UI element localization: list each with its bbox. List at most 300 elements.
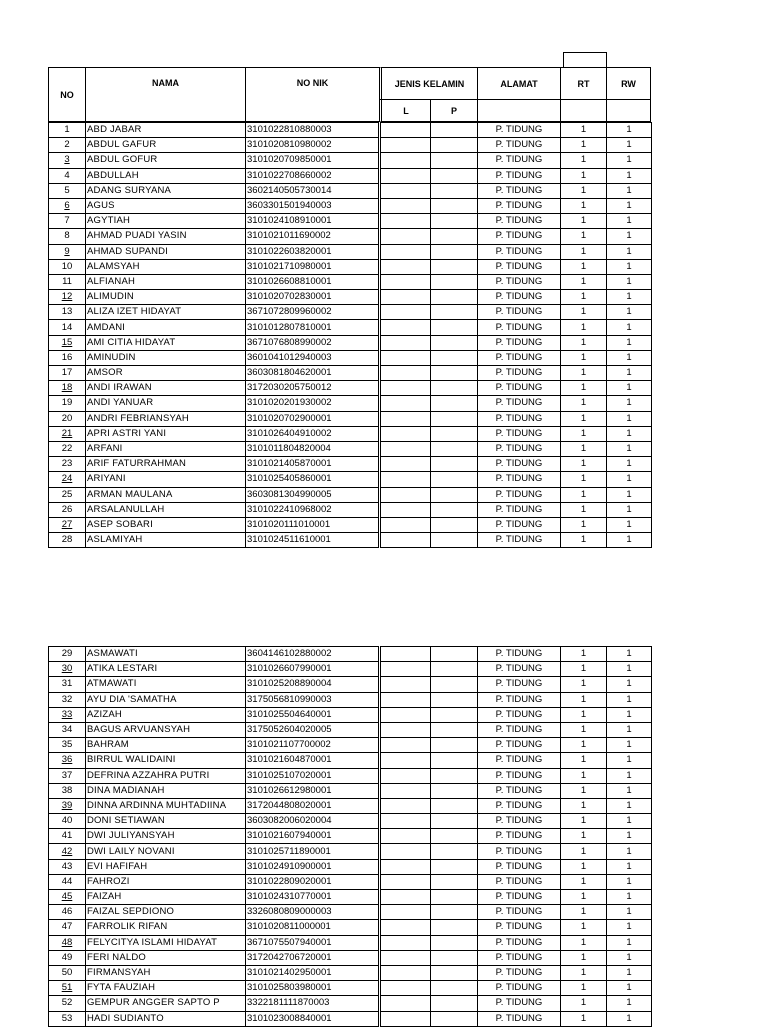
row-rw	[607, 153, 652, 168]
header-alamat: ALAMAT	[477, 67, 561, 100]
row-rt	[561, 662, 607, 677]
row-nik	[246, 396, 380, 411]
row-alamat-text: P. TIDUNG	[495, 397, 543, 409]
row-alamat-text: P. TIDUNG	[495, 412, 543, 424]
row-rt-text: 1	[580, 230, 587, 242]
row-rw-text: 1	[626, 518, 632, 530]
header-no-nik: NO NIK	[245, 67, 380, 122]
row-rt	[561, 274, 607, 289]
row-rt	[561, 935, 607, 950]
table-row	[49, 153, 652, 168]
row-nama-text: AHMAD PUADI YASIN	[87, 230, 187, 242]
row-number	[49, 426, 86, 441]
row-number-text: 2	[64, 139, 70, 151]
row-number	[49, 183, 86, 198]
row-nik-text: 3101011804820004	[247, 443, 331, 455]
row-rt-text: 1	[580, 724, 587, 736]
row-number	[49, 662, 86, 677]
row-rt	[561, 229, 607, 244]
header-rt: RT	[560, 67, 607, 100]
row-rw-text: 1	[626, 260, 632, 272]
row-alamat	[478, 859, 561, 874]
table-row	[49, 441, 652, 456]
row-rt-text: 1	[580, 306, 587, 318]
row-nik	[246, 472, 380, 487]
row-alamat-text: P. TIDUNG	[495, 275, 543, 287]
row-nama	[86, 965, 246, 980]
row-nik-text: 3322181111870003	[247, 997, 330, 1009]
row-alamat-text: P. TIDUNG	[495, 169, 543, 181]
row-number-text: 26	[61, 503, 73, 515]
row-rw	[607, 890, 652, 905]
row-nama	[86, 859, 246, 874]
row-nama	[86, 677, 246, 692]
row-p	[431, 426, 478, 441]
row-rw	[607, 768, 652, 783]
row-alamat-text: P. TIDUNG	[495, 921, 543, 933]
row-rt	[561, 677, 607, 692]
row-number	[49, 335, 86, 350]
row-l	[380, 738, 431, 753]
row-rw	[607, 472, 652, 487]
row-alamat	[478, 290, 561, 305]
row-number	[49, 168, 86, 183]
row-rt	[561, 259, 607, 274]
row-rw-text: 1	[626, 367, 632, 379]
row-alamat-text: P. TIDUNG	[495, 891, 543, 903]
row-nama-text: FAIZAH	[87, 891, 122, 903]
table-row	[49, 396, 652, 411]
row-nama	[86, 168, 246, 183]
row-number	[49, 366, 86, 381]
row-l	[380, 457, 431, 472]
row-alamat-text: P. TIDUNG	[495, 951, 543, 963]
row-l	[380, 533, 431, 548]
row-p	[431, 662, 478, 677]
row-nama-text: DEFRINA AZZAHRA PUTRI	[87, 769, 210, 781]
row-nama	[86, 472, 246, 487]
row-rt	[561, 335, 607, 350]
row-nik	[246, 692, 380, 707]
row-number-text: 10	[61, 260, 73, 272]
row-nik-text: 3101020111010001	[247, 518, 331, 530]
row-alamat	[478, 814, 561, 829]
row-number-text: 14	[61, 321, 73, 333]
table-header	[48, 67, 651, 122]
row-p	[431, 844, 478, 859]
table-row	[49, 905, 652, 920]
row-alamat-text: P. TIDUNG	[495, 503, 543, 515]
row-nama-text: ARSALANULLAH	[87, 503, 165, 515]
row-nama	[86, 350, 246, 365]
row-l	[380, 229, 431, 244]
row-alamat	[478, 950, 561, 965]
row-alamat	[478, 677, 561, 692]
row-alamat	[478, 441, 561, 456]
row-alamat-text: P. TIDUNG	[495, 534, 543, 546]
row-number-text: 17	[61, 367, 73, 379]
row-l	[380, 996, 431, 1011]
row-rt-text: 1	[580, 503, 587, 515]
row-rt	[561, 487, 607, 502]
row-rw-text: 1	[626, 412, 632, 424]
row-nik	[246, 738, 380, 753]
row-rw-text: 1	[626, 754, 632, 766]
row-number	[49, 138, 86, 153]
row-rt	[561, 138, 607, 153]
row-nik	[246, 320, 380, 335]
row-number-text: 16	[61, 351, 73, 363]
row-rt	[561, 320, 607, 335]
row-alamat	[478, 996, 561, 1011]
row-rw	[607, 753, 652, 768]
row-rt-text: 1	[580, 708, 587, 720]
row-number-text: 11	[62, 275, 72, 287]
row-alamat-text: P. TIDUNG	[495, 967, 543, 979]
row-number-text: 31	[61, 678, 73, 690]
row-p	[431, 138, 478, 153]
row-alamat-text: P. TIDUNG	[495, 139, 543, 151]
row-number	[49, 677, 86, 692]
row-number	[49, 844, 86, 859]
row-nama-text: FYTA FAUZIAH	[87, 982, 156, 994]
row-alamat-text: P. TIDUNG	[495, 215, 543, 227]
row-alamat	[478, 487, 561, 502]
row-alamat	[478, 214, 561, 229]
row-alamat	[478, 123, 561, 138]
row-rw	[607, 138, 652, 153]
row-number-text: 43	[61, 860, 73, 872]
row-alamat-text: P. TIDUNG	[495, 860, 543, 872]
row-rw	[607, 426, 652, 441]
row-nama-text: AMDANI	[87, 321, 126, 333]
row-rt-text: 1	[580, 784, 587, 796]
row-nik	[246, 290, 380, 305]
row-alamat-text: P. TIDUNG	[495, 997, 543, 1009]
row-p	[431, 874, 478, 889]
table-row	[49, 647, 652, 662]
row-rt-text: 1	[580, 769, 587, 781]
row-nama	[86, 890, 246, 905]
row-number	[49, 647, 86, 662]
row-number	[49, 290, 86, 305]
row-nama-text: ADANG SURYANA	[87, 184, 172, 196]
row-nama-text: ABDULLAH	[87, 169, 139, 181]
row-rw	[607, 677, 652, 692]
row-nama	[86, 229, 246, 244]
row-rt-text: 1	[580, 245, 587, 257]
row-rw-text: 1	[626, 184, 632, 196]
row-alamat	[478, 753, 561, 768]
row-rw	[607, 981, 652, 996]
row-rw	[607, 905, 652, 920]
row-l	[380, 874, 431, 889]
row-alamat	[478, 662, 561, 677]
row-alamat-text: P. TIDUNG	[495, 367, 543, 379]
row-nama	[86, 829, 246, 844]
row-nama	[86, 707, 246, 722]
row-alamat	[478, 320, 561, 335]
row-nama-text: ANDRI FEBRIANSYAH	[87, 412, 189, 424]
row-alamat-text: P. TIDUNG	[495, 427, 543, 439]
table-row	[49, 411, 652, 426]
row-number-text: 9	[64, 245, 70, 257]
table-row	[49, 517, 652, 532]
table-row	[49, 381, 652, 396]
row-number	[49, 965, 86, 980]
row-l	[380, 153, 431, 168]
row-number-text: 28	[61, 534, 73, 546]
row-rt-text: 1	[580, 997, 587, 1009]
row-rw-text: 1	[626, 534, 632, 546]
row-rt-text: 1	[580, 936, 587, 948]
row-number-text: 46	[61, 906, 73, 918]
row-rw	[607, 305, 652, 320]
row-rt-text: 1	[580, 754, 587, 766]
row-number-text: 21	[61, 427, 73, 439]
row-nama-text: ASLAMIYAH	[87, 534, 143, 546]
row-nama	[86, 738, 246, 753]
row-number-text: 27	[61, 518, 73, 530]
row-rt-text: 1	[580, 473, 587, 485]
row-nik-text: 3101022410968002	[247, 503, 332, 515]
row-alamat	[478, 305, 561, 320]
row-number	[49, 874, 86, 889]
header-p: P	[430, 99, 478, 122]
row-alamat	[478, 411, 561, 426]
row-alamat-text: P. TIDUNG	[495, 708, 543, 720]
row-nik	[246, 677, 380, 692]
row-nik-text: 3101022809020001	[247, 875, 332, 887]
row-rw-text: 1	[626, 982, 632, 994]
row-nama-text: AYU DIA 'SAMATHA	[87, 693, 177, 705]
row-nama	[86, 905, 246, 920]
row-rw-text: 1	[626, 124, 632, 136]
row-nama-text: EVI HAFIFAH	[87, 860, 148, 872]
row-number-text: 50	[61, 967, 73, 979]
row-nama	[86, 426, 246, 441]
row-rt-text: 1	[580, 367, 587, 379]
row-l	[380, 183, 431, 198]
row-alamat-text: P. TIDUNG	[495, 875, 543, 887]
row-alamat-text: P. TIDUNG	[495, 260, 543, 272]
row-nik-text: 3175056810990003	[247, 693, 332, 705]
table-row	[49, 844, 652, 859]
row-nama	[86, 396, 246, 411]
row-nama	[86, 457, 246, 472]
row-p	[431, 517, 478, 532]
row-l	[380, 662, 431, 677]
row-rt-text: 1	[580, 891, 587, 903]
row-p	[431, 829, 478, 844]
row-alamat-text: P. TIDUNG	[495, 306, 543, 318]
row-nik-text: 3101026607990001	[247, 663, 332, 675]
row-rw	[607, 829, 652, 844]
row-nik-text: 3101021405870001	[247, 458, 332, 470]
row-nik	[246, 996, 380, 1011]
row-nik	[246, 487, 380, 502]
row-alamat	[478, 905, 561, 920]
row-rt-text: 1	[580, 518, 587, 530]
row-p	[431, 965, 478, 980]
row-number-text: 6	[64, 200, 70, 212]
row-nama-text: ATMAWATI	[87, 678, 137, 690]
header-jenis-kelamin: JENIS KELAMIN	[379, 67, 478, 100]
row-nik	[246, 411, 380, 426]
row-rw-text: 1	[626, 875, 632, 887]
row-p	[431, 441, 478, 456]
row-rt-text: 1	[580, 336, 587, 348]
row-alamat-text: P. TIDUNG	[495, 200, 543, 212]
row-number-text: 13	[61, 306, 73, 318]
resident-table-part-1	[48, 122, 652, 548]
row-l	[380, 677, 431, 692]
row-rt-text: 1	[580, 321, 587, 333]
header-rw: RW	[606, 67, 651, 100]
row-rw	[607, 320, 652, 335]
row-rt-text: 1	[580, 1012, 587, 1024]
row-nama	[86, 722, 246, 737]
row-rw-text: 1	[626, 648, 632, 660]
row-alamat-text: P. TIDUNG	[495, 458, 543, 470]
row-nik-text: 3101020709850001	[247, 154, 332, 166]
row-rt	[561, 472, 607, 487]
row-nama-text: GEMPUR ANGGER SAPTO P	[87, 997, 220, 1009]
row-number-text: 45	[61, 891, 73, 903]
row-p	[431, 183, 478, 198]
row-alamat	[478, 722, 561, 737]
row-rt-text: 1	[580, 921, 587, 933]
row-nama	[86, 502, 246, 517]
row-nik-text: 3101025107020001	[247, 769, 332, 781]
row-nik	[246, 814, 380, 829]
row-number-text: 33	[61, 708, 73, 720]
row-l	[380, 305, 431, 320]
row-alamat	[478, 426, 561, 441]
row-alamat	[478, 647, 561, 662]
row-rw	[607, 533, 652, 548]
row-nik	[246, 647, 380, 662]
table-row	[49, 965, 652, 980]
row-nik	[246, 783, 380, 798]
row-nama	[86, 647, 246, 662]
row-nik	[246, 138, 380, 153]
row-alamat	[478, 472, 561, 487]
row-rw	[607, 366, 652, 381]
row-nik-text: 3101025711890001	[247, 845, 331, 857]
row-rt-text: 1	[580, 200, 587, 212]
row-alamat	[478, 829, 561, 844]
row-l	[380, 890, 431, 905]
row-number-text: 36	[61, 754, 73, 766]
row-alamat	[478, 768, 561, 783]
row-nama-text: FIRMANSYAH	[87, 967, 151, 979]
row-rw-text: 1	[626, 245, 632, 257]
row-alamat-text: P. TIDUNG	[495, 724, 543, 736]
row-p	[431, 935, 478, 950]
row-rw-text: 1	[626, 215, 632, 227]
row-nik	[246, 123, 380, 138]
row-number-text: 41	[61, 830, 73, 842]
row-nama	[86, 798, 246, 813]
row-number-text: 49	[61, 951, 73, 963]
row-rw	[607, 814, 652, 829]
row-rt-text: 1	[580, 184, 587, 196]
row-nik-text: 3101024310770001	[247, 891, 332, 903]
row-p	[431, 905, 478, 920]
row-rw-text: 1	[626, 230, 632, 242]
row-l	[380, 198, 431, 213]
row-rw-text: 1	[626, 967, 632, 979]
row-rw-text: 1	[626, 397, 632, 409]
row-alamat-text: P. TIDUNG	[495, 936, 543, 948]
row-number	[49, 783, 86, 798]
row-nama	[86, 366, 246, 381]
row-number	[49, 707, 86, 722]
row-rw	[607, 874, 652, 889]
row-number	[49, 722, 86, 737]
row-rw	[607, 920, 652, 935]
row-nama	[86, 441, 246, 456]
row-nama-text: ALIMUDIN	[87, 291, 134, 303]
row-nama-text: DINA MADIANAH	[87, 784, 165, 796]
header-alamat-sub	[477, 99, 561, 122]
row-nik	[246, 829, 380, 844]
row-rt	[561, 722, 607, 737]
row-l	[380, 981, 431, 996]
row-nama	[86, 183, 246, 198]
table-row	[49, 426, 652, 441]
row-alamat	[478, 350, 561, 365]
row-rw-text: 1	[626, 321, 632, 333]
row-number	[49, 753, 86, 768]
row-rw-text: 1	[626, 951, 632, 963]
row-rw	[607, 502, 652, 517]
row-number	[49, 798, 86, 813]
row-alamat-text: P. TIDUNG	[495, 693, 543, 705]
row-nama	[86, 381, 246, 396]
row-nama	[86, 411, 246, 426]
row-rt-text: 1	[580, 982, 587, 994]
row-alamat-text: P. TIDUNG	[495, 245, 543, 257]
row-nama-text: ALIZA IZET HIDAYAT	[87, 306, 182, 318]
row-l	[380, 798, 431, 813]
row-nik-text: 3101026608810001	[247, 275, 332, 287]
row-nik	[246, 874, 380, 889]
row-l	[380, 426, 431, 441]
row-rt	[561, 874, 607, 889]
row-rw	[607, 662, 652, 677]
row-rw	[607, 214, 652, 229]
row-rt	[561, 411, 607, 426]
row-rt-text: 1	[580, 215, 587, 227]
row-nama	[86, 290, 246, 305]
row-nama-text: ABDUL GAFUR	[87, 139, 157, 151]
row-nik	[246, 920, 380, 935]
row-nama-text: BAHRAM	[87, 739, 129, 751]
row-nik	[246, 168, 380, 183]
row-rt	[561, 381, 607, 396]
row-rt-text: 1	[580, 693, 587, 705]
table-row	[49, 996, 652, 1011]
row-number	[49, 768, 86, 783]
row-alamat	[478, 533, 561, 548]
row-rw	[607, 229, 652, 244]
row-number-text: 7	[64, 215, 70, 227]
header-l: L	[379, 99, 431, 122]
row-number	[49, 890, 86, 905]
row-nik-text: 3671076808990002	[247, 336, 332, 348]
